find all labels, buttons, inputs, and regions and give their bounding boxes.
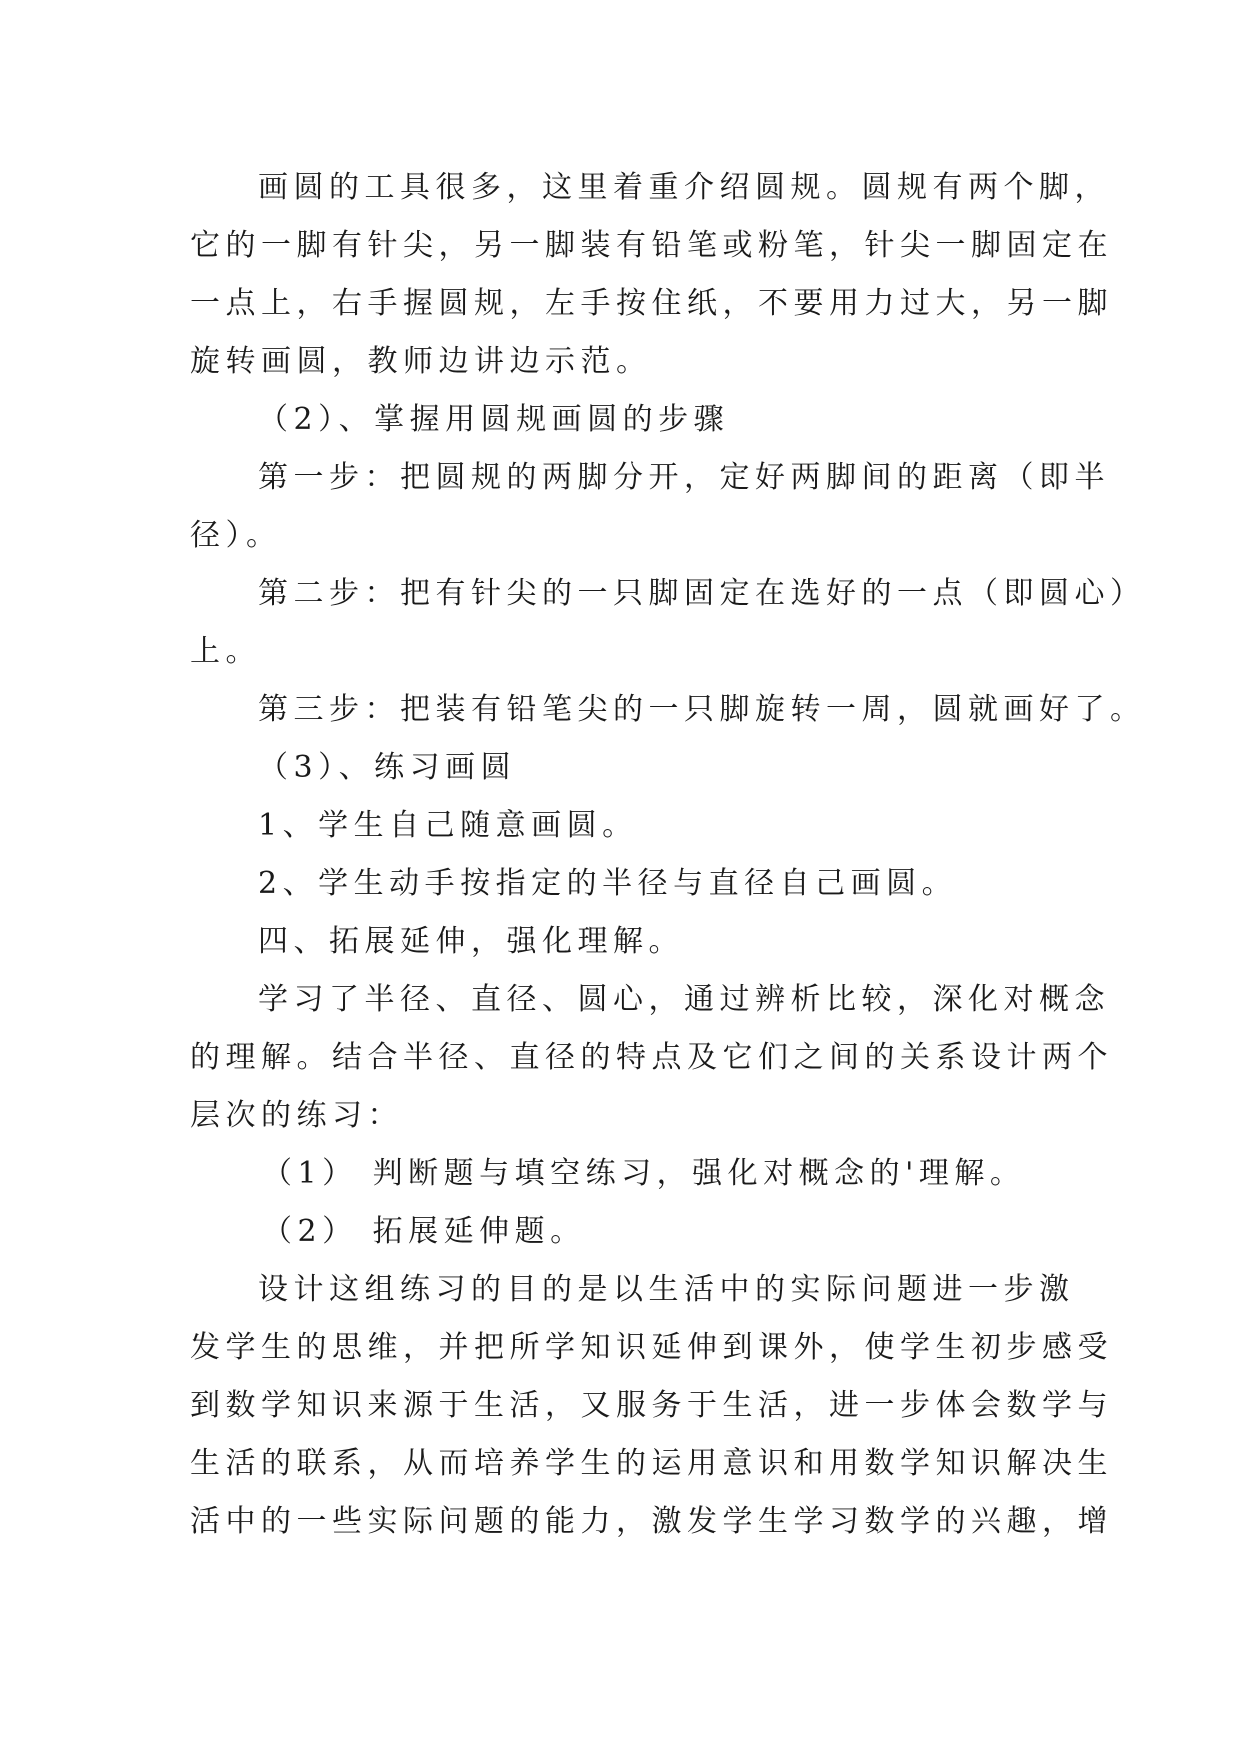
text-line: 画圆的工具很多，这里着重介绍圆规。圆规有两个脚， [258, 170, 1110, 205]
text-line: 第二步：把有针尖的一只脚固定在选好的一点（即圆心） [258, 576, 1146, 611]
text-line: 第一步：把圆规的两脚分开，定好两脚间的距离（即半 [258, 460, 1110, 495]
text-line: 它的一脚有针尖，另一脚装有铅笔或粉笔，针尖一脚固定在 [190, 228, 1113, 263]
text-line: 旋转画圆，教师边讲边示范。 [190, 344, 652, 379]
text-line: 第三步：把装有铅笔尖的一只脚旋转一周，圆就画好了。 [258, 692, 1146, 727]
text-line: 生活的联系，从而培养学生的运用意识和用数学知识解决生 [190, 1446, 1113, 1481]
text-line: 一点上，右手握圆规，左手按住纸，不要用力过大，另一脚 [190, 286, 1113, 321]
text-line: 设计这组练习的目的是以生活中的实际问题进一步激 [258, 1272, 1075, 1307]
text-line: 径）。 [190, 518, 282, 553]
text-line: 1、学生自己随意画圆。 [258, 808, 638, 843]
text-line: 层次的练习： [190, 1098, 403, 1133]
text-line: 上。 [190, 634, 261, 669]
text-line: 到数学知识来源于生活，又服务于生活，进一步体会数学与 [190, 1388, 1113, 1423]
text-line: （1） 判断题与填空练习，强化对概念的'理解。 [262, 1156, 1026, 1191]
text-line: 学习了半径、直径、圆心，通过辨析比较，深化对概念 [258, 982, 1110, 1017]
text-line: 的理解。结合半径、直径的特点及它们之间的关系设计两个 [190, 1040, 1113, 1075]
text-line: （2）、掌握用圆规画圆的步骤 [258, 402, 730, 437]
text-line: 活中的一些实际问题的能力，激发学生学习数学的兴趣，增 [190, 1504, 1113, 1539]
text-line: 发学生的思维，并把所学知识延伸到课外，使学生初步感受 [190, 1330, 1113, 1365]
text-line: 2、学生动手按指定的半径与直径自己画圆。 [258, 866, 958, 901]
text-line: 四、拓展延伸，强化理解。 [258, 924, 684, 959]
text-line: （2） 拓展延伸题。 [262, 1214, 586, 1249]
text-line: （3）、练习画圆 [258, 750, 517, 785]
